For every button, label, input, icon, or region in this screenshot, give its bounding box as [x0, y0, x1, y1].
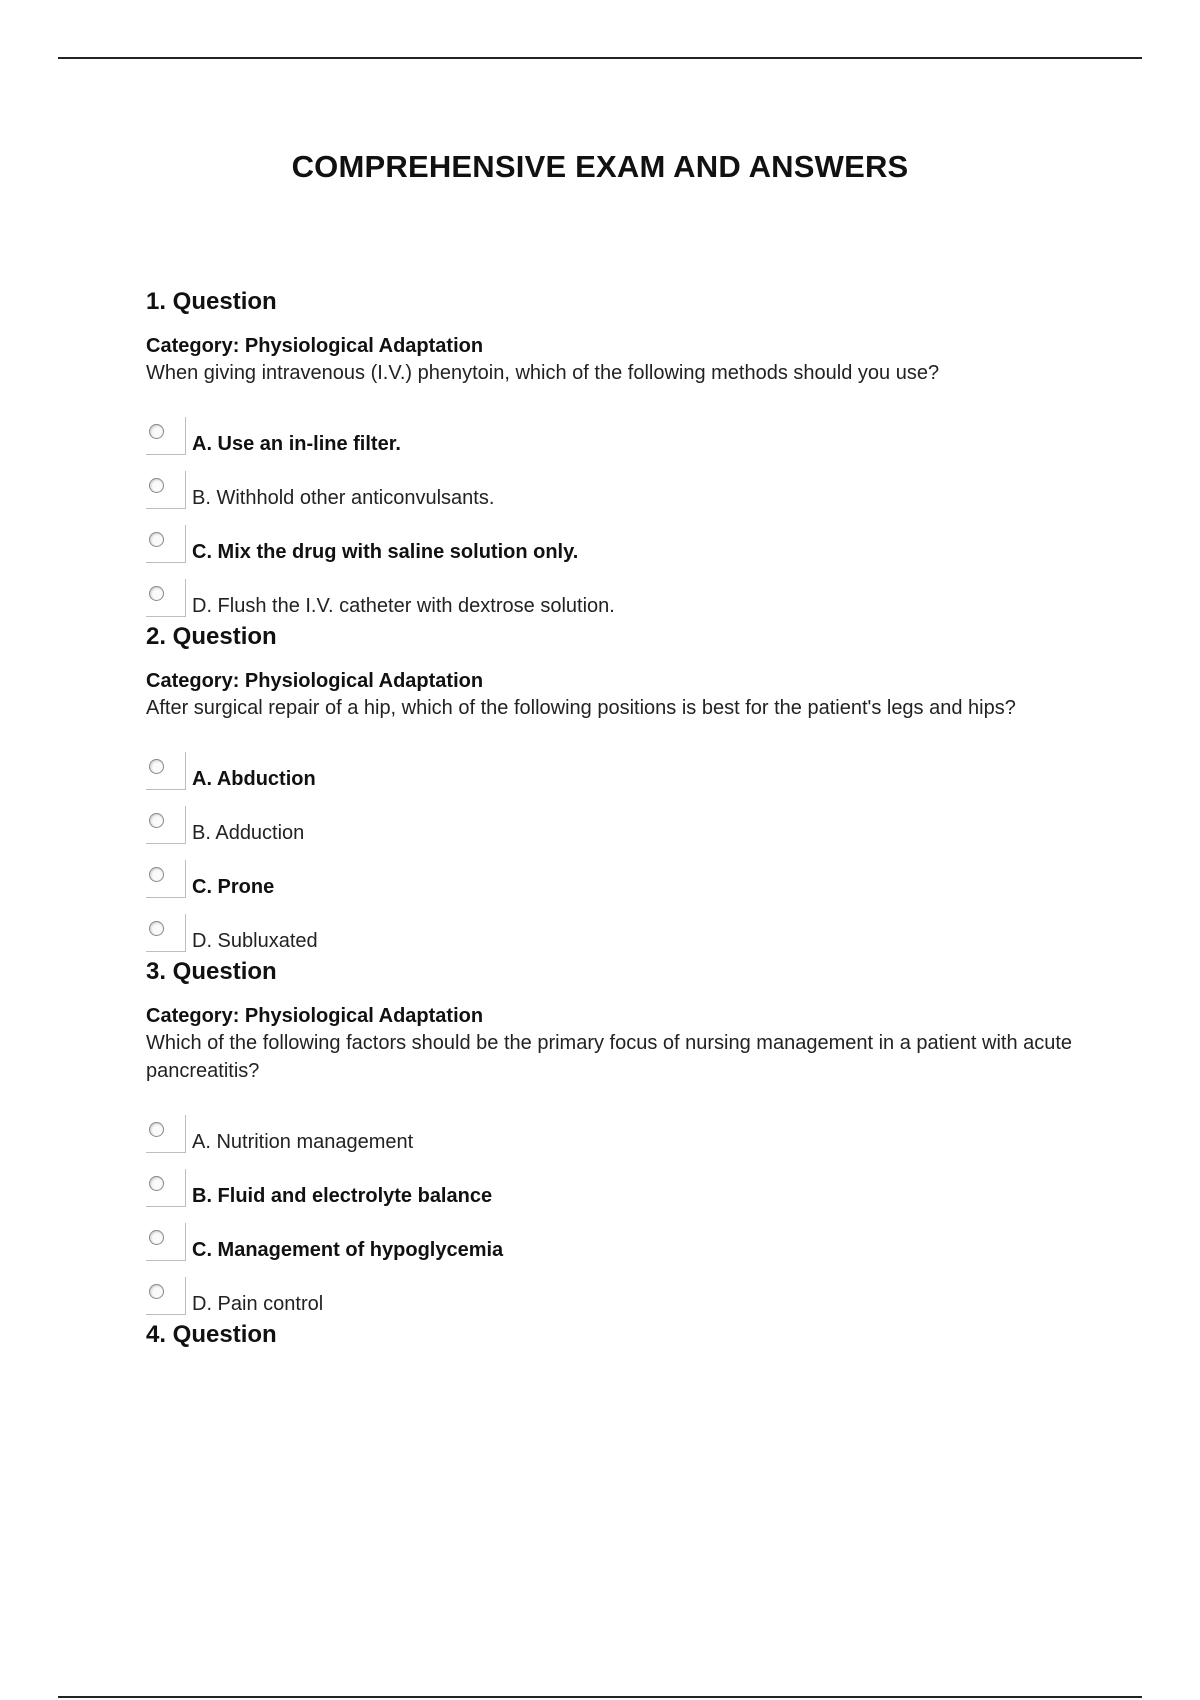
option-label: D. Flush the I.V. catheter with dextrose solution.	[192, 595, 615, 617]
option-label: D. Subluxated	[192, 930, 318, 952]
radio-button-icon[interactable]	[149, 478, 164, 493]
radio-button-icon[interactable]	[149, 532, 164, 547]
radio-button-icon[interactable]	[149, 759, 164, 774]
question-1	[146, 288, 1106, 623]
option-label: B. Adduction	[192, 822, 305, 844]
radio-frame	[146, 579, 186, 617]
question-category: Category: Physiological Adaptation	[146, 670, 484, 692]
question-heading: 3. Question	[146, 958, 277, 985]
question-2	[146, 623, 1106, 958]
question-4	[146, 1321, 1106, 1349]
radio-frame	[146, 417, 186, 455]
radio-frame	[146, 1277, 186, 1315]
question-text: After surgical repair of a hip, which of the following positions is best for the patient's legs and hips?	[146, 697, 1016, 719]
option-label: C. Management of hypoglycemia	[192, 1239, 504, 1261]
radio-frame	[146, 914, 186, 952]
radio-button-icon[interactable]	[149, 921, 164, 936]
answer-option-a[interactable]	[146, 1115, 1106, 1169]
question-category: Category: Physiological Adaptation	[146, 335, 484, 357]
radio-button-icon[interactable]	[149, 867, 164, 882]
radio-button-icon[interactable]	[149, 586, 164, 601]
option-label: A. Use an in-line filter.	[192, 433, 401, 455]
radio-button-icon[interactable]	[149, 813, 164, 828]
answer-option-d[interactable]	[146, 1277, 1106, 1321]
radio-frame	[146, 471, 186, 509]
option-label: B. Withhold other anticonvulsants.	[192, 487, 495, 509]
bottom-rule	[58, 1696, 1142, 1698]
radio-button-icon[interactable]	[149, 424, 164, 439]
option-label: B. Fluid and electrolyte balance	[192, 1185, 493, 1207]
question-category: Category: Physiological Adaptation	[146, 1005, 484, 1027]
radio-frame	[146, 1169, 186, 1207]
option-label: A. Abduction	[192, 768, 316, 790]
answer-option-c[interactable]	[146, 525, 1106, 579]
radio-button-icon[interactable]	[149, 1176, 164, 1191]
question-3	[146, 958, 1106, 1321]
question-heading: 1. Question	[146, 288, 277, 315]
option-label: D. Pain control	[192, 1293, 324, 1315]
radio-button-icon[interactable]	[149, 1230, 164, 1245]
answer-option-c[interactable]	[146, 860, 1106, 914]
question-text: Which of the following factors should be the primary focus of nursing management in a patient with acute pancreatitis?	[146, 1032, 1073, 1082]
top-rule	[58, 57, 1142, 59]
answer-option-b[interactable]	[146, 1169, 1106, 1223]
answer-option-b[interactable]	[146, 471, 1106, 525]
answer-option-a[interactable]	[146, 752, 1106, 806]
answer-option-c[interactable]	[146, 1223, 1106, 1277]
radio-frame	[146, 752, 186, 790]
question-text: When giving intravenous (I.V.) phenytoin, which of the following methods should you use?	[146, 362, 940, 384]
radio-button-icon[interactable]	[149, 1284, 164, 1299]
option-label: C. Prone	[192, 876, 275, 898]
answer-options	[146, 1115, 1106, 1321]
radio-frame	[146, 806, 186, 844]
answer-options	[146, 752, 1106, 958]
answer-option-b[interactable]	[146, 806, 1106, 860]
option-label: A. Nutrition management	[192, 1131, 414, 1153]
radio-frame	[146, 1223, 186, 1261]
radio-frame	[146, 860, 186, 898]
question-heading: 4. Question	[146, 1321, 277, 1348]
answer-option-a[interactable]	[146, 417, 1106, 471]
answer-options	[146, 417, 1106, 623]
question-heading: 2. Question	[146, 623, 277, 650]
answer-option-d[interactable]	[146, 914, 1106, 958]
radio-frame	[146, 525, 186, 563]
radio-frame	[146, 1115, 186, 1153]
radio-button-icon[interactable]	[149, 1122, 164, 1137]
answer-option-d[interactable]	[146, 579, 1106, 623]
document-title: COMPREHENSIVE EXAM AND ANSWERS	[291, 149, 909, 184]
option-label: C. Mix the drug with saline solution only.	[192, 541, 579, 563]
questions-list	[146, 288, 1106, 1366]
